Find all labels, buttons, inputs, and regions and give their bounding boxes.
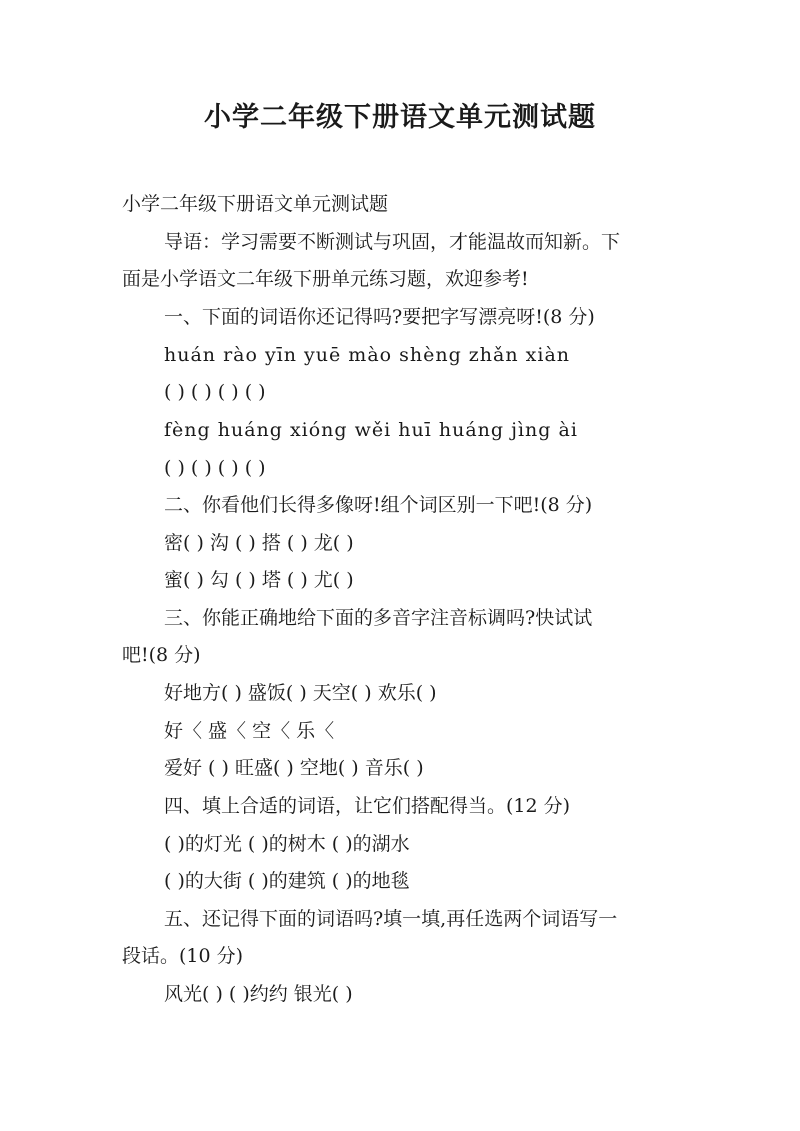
section-3-heading-line-2: 吧!(8 分) bbox=[122, 644, 201, 666]
section-5-heading-line-2: 段话。(10 分) bbox=[122, 945, 244, 967]
section-2-heading: 二、你看他们长得多像呀!组个词区别一下吧!(8 分) bbox=[164, 494, 593, 516]
section-1-pinyin-row-2: fèng huáng xióng wěi huī huáng jìng ài bbox=[164, 419, 578, 441]
section-4-heading: 四、填上合适的词语，让它们搭配得当。(12 分) bbox=[164, 795, 571, 817]
document-title: 小学二年级下册语文单元测试题 bbox=[204, 102, 596, 133]
section-1-blanks-row-2: ( ) ( ) ( ) ( ) bbox=[164, 457, 266, 479]
section-5-heading-line-1: 五、还记得下面的词语吗?填一填,再任选两个词语写一 bbox=[164, 908, 618, 930]
section-3-heading-line-1: 三、你能正确地给下面的多音字注音标调吗?快试试 bbox=[164, 607, 593, 629]
section-4-row-2: ( )的大街 ( )的建筑 ( )的地毯 bbox=[164, 870, 410, 892]
section-5-row-1: 风光( ) ( )约约 银光( ) bbox=[164, 983, 353, 1005]
section-1-heading: 一、下面的词语你还记得吗?要把字写漂亮呀!(8 分) bbox=[164, 306, 595, 328]
section-1-pinyin-row-1: huán rào yīn yuē mào shèng zhǎn xiàn bbox=[164, 344, 571, 366]
section-2-row-2: 蜜( ) 勾 ( ) 塔 ( ) 尤( ) bbox=[164, 569, 354, 591]
section-3-row-1: 好地方( ) 盛饭( ) 天空( ) 欢乐( ) bbox=[164, 682, 437, 704]
section-3-row-2: 好〈 盛〈 空〈 乐〈 bbox=[164, 720, 335, 742]
intro-heading: 小学二年级下册语文单元测试题 bbox=[122, 193, 389, 215]
section-2-row-1: 密( ) 沟 ( ) 搭 ( ) 龙( ) bbox=[164, 532, 354, 554]
intro-text-line-2: 面是小学语文二年级下册单元练习题，欢迎参考! bbox=[122, 268, 529, 290]
section-1-blanks-row-1: ( ) ( ) ( ) ( ) bbox=[164, 381, 266, 403]
section-4-row-1: ( )的灯光 ( )的树木 ( )的湖水 bbox=[164, 833, 410, 855]
section-3-row-3: 爱好 ( ) 旺盛( ) 空地( ) 音乐( ) bbox=[164, 757, 424, 779]
intro-text-line-1: 导语：学习需要不断测试与巩固，才能温故而知新。下 bbox=[164, 231, 621, 253]
